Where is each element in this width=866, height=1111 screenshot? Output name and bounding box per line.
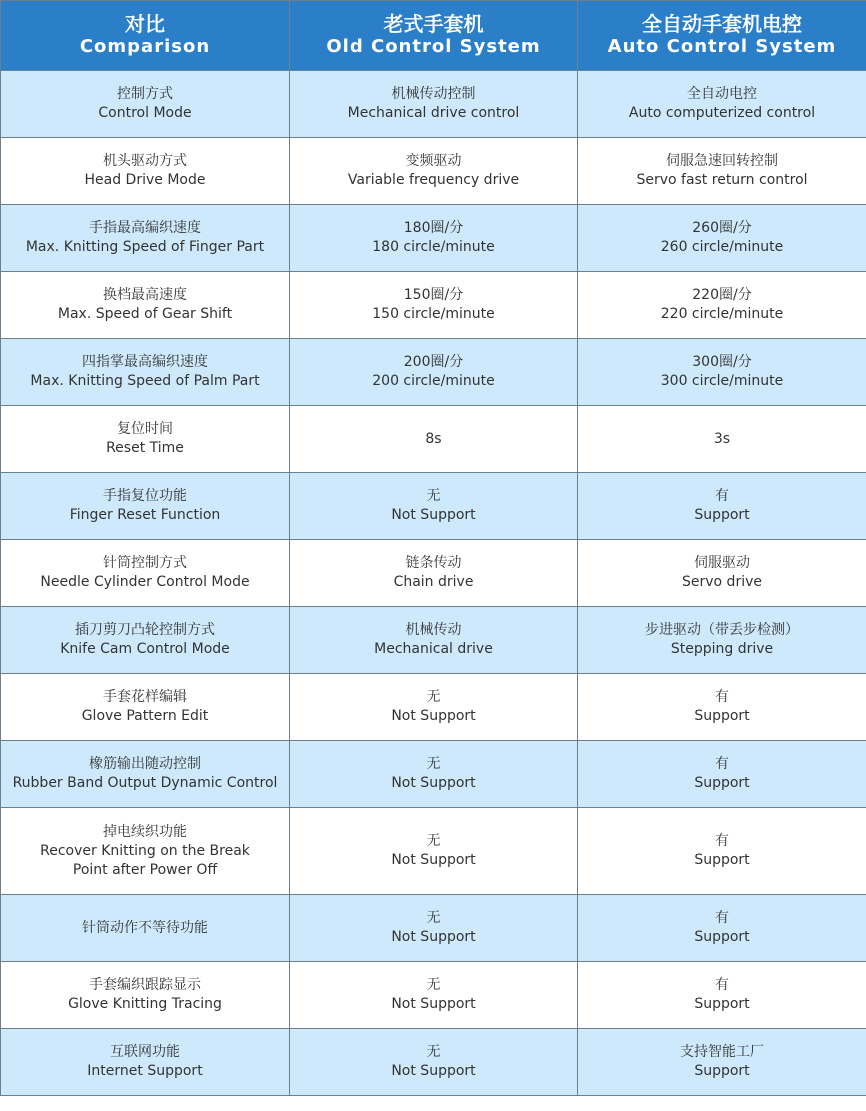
cell-item-zh: 针筒控制方式 xyxy=(103,555,187,571)
header-comparison-zh: 对比 xyxy=(125,12,165,36)
table-row xyxy=(1,339,866,406)
cell-old-system xyxy=(290,962,578,1029)
cell-item-zh: 互联网功能 xyxy=(110,1044,180,1060)
cell-old-system-en: Not Support xyxy=(391,507,476,523)
cell-item-zh: 手指复位功能 xyxy=(103,488,187,504)
cell-item xyxy=(1,272,290,339)
table-row xyxy=(1,473,866,540)
cell-item-zh: 针筒动作不等待功能 xyxy=(82,919,208,936)
cell-old-system-en: Not Support xyxy=(391,929,476,945)
cell-item-zh: 插刀剪刀凸轮控制方式 xyxy=(75,622,215,638)
cell-auto-system-zh: 220圈/分 xyxy=(692,287,752,303)
cell-old-system-zh: 150圈/分 xyxy=(403,287,464,303)
cell-old-system xyxy=(290,540,578,607)
cell-item xyxy=(1,406,290,473)
cell-auto-system xyxy=(578,406,866,473)
cell-auto-system-zh: 有 xyxy=(715,488,729,504)
cell-old-system-zh: 无 xyxy=(426,833,441,849)
cell-item xyxy=(1,741,290,808)
cell-item-zh: 手套编织跟踪显示 xyxy=(89,977,201,993)
cell-old-system-zh: 无 xyxy=(426,488,441,504)
table-body xyxy=(1,71,866,1096)
cell-auto-system-en: 300 circle/minute xyxy=(660,373,784,389)
cell-item-en: Internet Support xyxy=(87,1063,203,1079)
cell-item-en: Control Mode xyxy=(98,105,192,121)
cell-item xyxy=(1,205,290,272)
cell-old-system xyxy=(290,138,578,205)
cell-item xyxy=(1,473,290,540)
cell-old-system xyxy=(290,808,578,895)
cell-item-en: Knife Cam Control Mode xyxy=(60,641,230,657)
cell-old-system xyxy=(290,674,578,741)
cell-old-system xyxy=(290,895,578,962)
cell-auto-system xyxy=(578,473,866,540)
cell-item-zh: 控制方式 xyxy=(117,86,173,102)
cell-item-zh: 四指掌最高编织速度 xyxy=(82,354,208,370)
table-row xyxy=(1,674,866,741)
cell-old-system xyxy=(290,607,578,674)
header-old-system-zh: 老式手套机 xyxy=(383,12,484,36)
cell-item-en: Reset Time xyxy=(106,440,184,456)
cell-old-system-zh: 无 xyxy=(426,756,441,772)
header-comparison-en: Comparison xyxy=(79,36,211,57)
cell-old-system-en: 150 circle/minute xyxy=(372,306,495,322)
header-row xyxy=(1,1,866,71)
header-comparison xyxy=(1,1,290,71)
cell-auto-system xyxy=(578,1029,866,1096)
cell-item-en: Max. Knitting Speed of Palm Part xyxy=(30,373,260,389)
cell-old-system-en: Mechanical drive xyxy=(374,641,493,657)
cell-auto-system xyxy=(578,895,866,962)
cell-auto-system-en: Support xyxy=(694,1063,750,1079)
header-auto-system xyxy=(578,1,866,71)
table-header xyxy=(1,1,866,71)
header-auto-system-en: Auto Control System xyxy=(607,36,837,57)
cell-old-system-zh: 无 xyxy=(426,1044,441,1060)
table-row xyxy=(1,808,866,895)
cell-item-zh: 橡筋输出随动控制 xyxy=(89,756,201,772)
cell-item xyxy=(1,607,290,674)
cell-auto-system-en: Support xyxy=(694,708,750,724)
cell-item xyxy=(1,895,290,962)
cell-auto-system xyxy=(578,71,866,138)
cell-old-system-en: Not Support xyxy=(391,775,476,791)
cell-auto-system-zh: 全自动电控 xyxy=(687,86,757,102)
table-row xyxy=(1,71,866,138)
cell-auto-system-en: Servo fast return control xyxy=(636,172,808,188)
cell-item xyxy=(1,1029,290,1096)
cell-item-en: Needle Cylinder Control Mode xyxy=(40,574,250,590)
table-row xyxy=(1,895,866,962)
cell-item-zh: 复位时间 xyxy=(117,421,173,437)
table-row xyxy=(1,138,866,205)
cell-auto-system xyxy=(578,674,866,741)
cell-auto-system xyxy=(578,540,866,607)
cell-auto-system-zh: 支持智能工厂 xyxy=(680,1044,764,1060)
cell-old-system-zh: 200圈/分 xyxy=(403,354,464,370)
table-row xyxy=(1,1029,866,1096)
cell-auto-system-zh: 有 xyxy=(715,910,729,926)
cell-auto-system-en: Support xyxy=(694,852,750,868)
cell-old-system xyxy=(290,272,578,339)
cell-old-system-en: Not Support xyxy=(391,708,476,724)
cell-item-en: Max. Knitting Speed of Finger Part xyxy=(25,239,265,255)
cell-auto-system-zh: 260圈/分 xyxy=(692,220,752,236)
cell-old-system xyxy=(290,741,578,808)
cell-old-system-en: 200 circle/minute xyxy=(372,373,495,389)
cell-auto-system-zh: 步进驱动（带丢步检测） xyxy=(645,622,799,638)
cell-old-system-zh: 180圈/分 xyxy=(403,220,464,236)
cell-auto-system xyxy=(578,808,866,895)
cell-item-en: Head Drive Mode xyxy=(84,172,206,188)
cell-item-en: Rubber Band Output Dynamic Control xyxy=(12,775,278,791)
cell-item xyxy=(1,540,290,607)
cell-auto-system-zh: 有 xyxy=(715,756,729,772)
cell-item-en: Finger Reset Function xyxy=(69,507,221,523)
cell-item-zh: 掉电续织功能 xyxy=(103,823,187,840)
cell-auto-system-zh: 3s xyxy=(713,430,731,447)
cell-old-system-en: Mechanical drive control xyxy=(347,105,520,121)
cell-item-en: Glove Pattern Edit xyxy=(81,708,209,724)
cell-item xyxy=(1,138,290,205)
cell-auto-system-en: Stepping drive xyxy=(670,641,774,657)
cell-auto-system-en: 260 circle/minute xyxy=(660,239,784,255)
cell-auto-system-en: 220 circle/minute xyxy=(660,306,784,322)
cell-old-system-zh: 8s xyxy=(425,430,442,447)
table-row xyxy=(1,272,866,339)
cell-auto-system xyxy=(578,272,866,339)
cell-auto-system-en: Support xyxy=(694,507,750,523)
cell-auto-system-en: Support xyxy=(694,929,750,945)
cell-item xyxy=(1,339,290,406)
cell-item-en: Glove Knitting Tracing xyxy=(68,996,222,1012)
cell-auto-system-zh: 伺服急速回转控制 xyxy=(666,153,778,169)
cell-old-system xyxy=(290,406,578,473)
cell-old-system xyxy=(290,473,578,540)
cell-auto-system xyxy=(578,962,866,1029)
cell-old-system-zh: 变频驱动 xyxy=(405,153,462,169)
cell-old-system xyxy=(290,71,578,138)
cell-old-system-zh: 机械传动 xyxy=(405,622,462,638)
cell-item-zh: 换档最高速度 xyxy=(103,287,187,303)
table-row xyxy=(1,205,866,272)
header-old-system xyxy=(290,1,578,71)
cell-old-system-en: 180 circle/minute xyxy=(372,239,495,255)
cell-item xyxy=(1,962,290,1029)
cell-old-system-zh: 链条传动 xyxy=(405,555,462,571)
cell-item-en: Recover Knitting on the Break Point after Power Off xyxy=(40,842,250,878)
cell-old-system xyxy=(290,1029,578,1096)
cell-auto-system-zh: 有 xyxy=(715,833,729,849)
cell-old-system-zh: 无 xyxy=(426,910,441,926)
cell-item xyxy=(1,674,290,741)
cell-item-zh: 手指最高编织速度 xyxy=(89,220,201,236)
cell-auto-system xyxy=(578,607,866,674)
table-row xyxy=(1,607,866,674)
cell-auto-system-zh: 有 xyxy=(715,689,729,705)
cell-item-en: Max. Speed of Gear Shift xyxy=(57,306,233,322)
cell-auto-system xyxy=(578,138,866,205)
cell-auto-system-zh: 300圈/分 xyxy=(692,354,752,370)
cell-auto-system xyxy=(578,741,866,808)
table-row xyxy=(1,406,866,473)
cell-auto-system xyxy=(578,205,866,272)
cell-old-system-en: Not Support xyxy=(391,996,476,1012)
table-row xyxy=(1,540,866,607)
header-auto-system-zh: 全自动手套机电控 xyxy=(642,12,802,36)
cell-auto-system-en: Auto computerized control xyxy=(628,105,816,121)
cell-item xyxy=(1,71,290,138)
table-row xyxy=(1,962,866,1029)
cell-old-system-zh: 无 xyxy=(426,689,441,705)
cell-auto-system-zh: 伺服驱动 xyxy=(694,555,750,571)
cell-old-system xyxy=(290,205,578,272)
cell-old-system-en: Chain drive xyxy=(393,574,474,590)
header-old-system-en: Old Control System xyxy=(326,36,541,57)
cell-auto-system-en: Servo drive xyxy=(682,574,762,590)
cell-old-system-zh: 机械传动控制 xyxy=(391,86,476,102)
cell-auto-system-zh: 有 xyxy=(715,977,729,993)
cell-auto-system-en: Support xyxy=(694,775,750,791)
cell-old-system-en: Not Support xyxy=(391,1063,476,1079)
cell-old-system xyxy=(290,339,578,406)
cell-auto-system xyxy=(578,339,866,406)
cell-old-system-zh: 无 xyxy=(426,977,441,993)
cell-item-zh: 机头驱动方式 xyxy=(103,153,187,169)
cell-auto-system-en: Support xyxy=(694,996,750,1012)
cell-old-system-en: Not Support xyxy=(391,852,476,868)
cell-item-zh: 手套花样编辑 xyxy=(103,689,187,705)
table-row xyxy=(1,741,866,808)
cell-old-system-en: Variable frequency drive xyxy=(347,172,520,188)
cell-item xyxy=(1,808,290,895)
